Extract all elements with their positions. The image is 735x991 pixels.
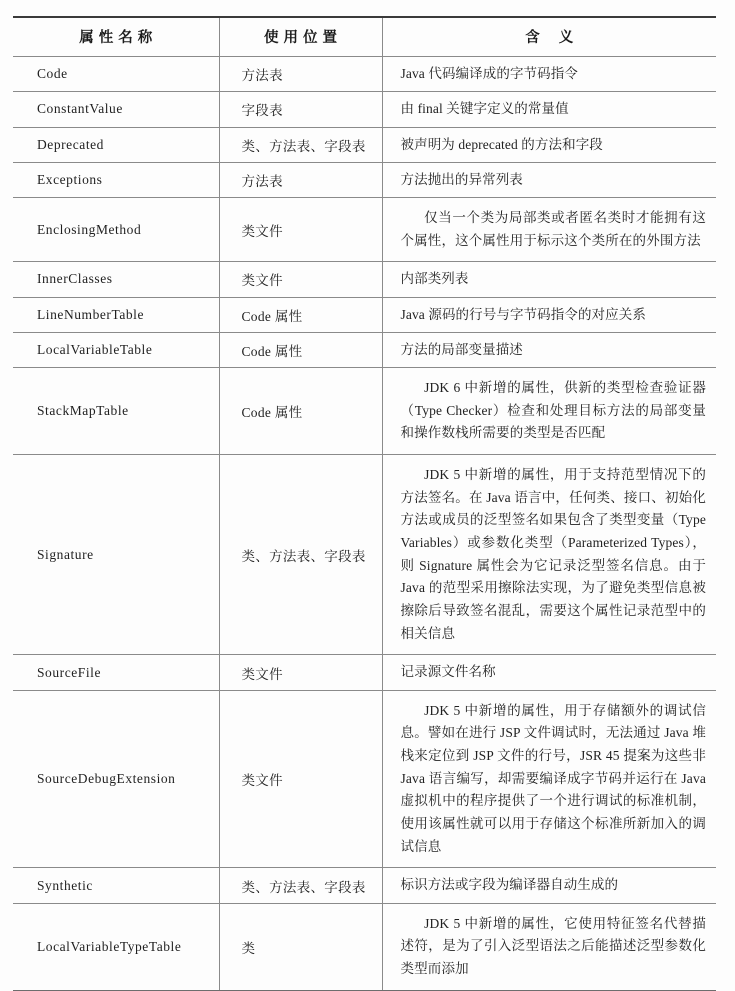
cell-attribute-name: Signature: [13, 455, 219, 655]
cell-meaning: [382, 162, 716, 197]
table-header: [13, 17, 716, 57]
cell-usage-location: 类、方法表、字段表: [219, 868, 382, 903]
header-meaning: [382, 17, 716, 57]
table-row: [13, 690, 716, 868]
cell-attribute-name: LineNumberTable: [13, 297, 219, 332]
meaning-text: 由 final 关键字定义的常量值: [400, 101, 569, 117]
cell-meaning: [382, 262, 716, 297]
meaning-text: JDK 6 中新增的属性，供新的类型检查验证器（Type Checker）检查和处理目标方法的局部变量和操作数栈所需要的类型是否匹配: [400, 380, 706, 441]
cell-meaning: [382, 57, 716, 92]
cell-attribute-name: Synthetic: [13, 868, 219, 903]
cell-meaning: [382, 332, 716, 367]
meaning-text: 被声明为 deprecated 的方法和字段: [400, 136, 603, 152]
cell-usage-location: 类: [219, 903, 382, 990]
table-row: [13, 655, 716, 690]
table-row: [13, 162, 716, 197]
cell-usage-location: 类文件: [219, 655, 382, 690]
cell-meaning: [382, 127, 716, 162]
cell-attribute-name: InnerClasses: [13, 262, 219, 297]
table-row: [13, 368, 716, 455]
cell-attribute-name: StackMapTable: [13, 368, 219, 455]
cell-usage-location: 类、方法表、字段表: [219, 127, 382, 162]
table-row: [13, 262, 716, 297]
cell-usage-location: Code 属性: [219, 297, 382, 332]
table-body: [13, 57, 716, 991]
cell-meaning: [382, 655, 716, 690]
cell-meaning: [382, 455, 716, 655]
table-row: [13, 198, 716, 262]
java-attributes-table: [13, 16, 716, 991]
cell-usage-location: 字段表: [219, 92, 382, 127]
table-row: [13, 332, 716, 367]
cell-usage-location: 类、方法表、字段表: [219, 455, 382, 655]
header-usage-location: 使用位置: [219, 17, 382, 57]
header-attribute-name: 属性名称: [13, 17, 219, 57]
table-row: [13, 903, 716, 990]
meaning-text: JDK 5 中新增的属性，用于支持范型情况下的方法签名。在 Java 语言中，任何类、接口、初始化方法或成员的泛型签名如果包含了类型变量（Type Variables）或参数化类型（Parameterized Types），则 Signature 属性会为它记录泛型签名信息。由于 Java 的范型采用擦除法实现，为了避免类型信息被擦除后导致签名混乱，需要这个属性记录范型中的相关信息: [400, 467, 706, 641]
cell-meaning: [382, 198, 716, 262]
table-row: [13, 127, 716, 162]
cell-attribute-name: SourceDebugExtension: [13, 690, 219, 868]
attribute-table-container: [13, 16, 716, 991]
header-meaning-char-1: 含: [525, 30, 545, 46]
meaning-text: JDK 5 中新增的属性，它使用特征签名代替描述符，是为了引入泛型语法之后能描述泛型参数化类型而添加: [400, 915, 706, 977]
header-meaning-char-2: 义: [558, 30, 579, 46]
meaning-text: 方法抛出的异常列表: [400, 171, 523, 187]
meaning-text: 标识方法或字段为编译器自动生成的: [400, 877, 619, 893]
cell-usage-location: 方法表: [219, 57, 382, 92]
cell-attribute-name: LocalVariableTypeTable: [13, 903, 219, 990]
table-row: [13, 297, 716, 332]
cell-attribute-name: Deprecated: [13, 127, 219, 162]
cell-meaning: [382, 368, 716, 455]
cell-attribute-name: Code: [13, 57, 219, 92]
meaning-text: Java 代码编译成的字节码指令: [400, 66, 578, 81]
cell-meaning: [382, 92, 716, 127]
cell-usage-location: 方法表: [219, 162, 382, 197]
table-row: [13, 455, 716, 655]
table-header-row: [13, 17, 716, 57]
cell-usage-location: 类文件: [219, 198, 382, 262]
cell-attribute-name: Exceptions: [13, 162, 219, 197]
cell-meaning: [382, 903, 716, 990]
cell-usage-location: Code 属性: [219, 368, 382, 455]
cell-meaning: [382, 690, 716, 868]
meaning-text: 内部类列表: [400, 271, 469, 287]
cell-attribute-name: SourceFile: [13, 655, 219, 690]
cell-meaning: [382, 297, 716, 332]
meaning-text: 记录源文件名称: [400, 664, 496, 680]
cell-meaning: [382, 868, 716, 903]
table-row: [13, 92, 716, 127]
cell-usage-location: 类文件: [219, 690, 382, 868]
cell-attribute-name: LocalVariableTable: [13, 332, 219, 367]
meaning-text: Java 源码的行号与字节码指令的对应关系: [400, 306, 646, 322]
cell-usage-location: Code 属性: [219, 332, 382, 367]
cell-attribute-name: EnclosingMethod: [13, 198, 219, 262]
meaning-text: JDK 5 中新增的属性，用于存储额外的调试信息。譬如在进行 JSP 文件调试时，无法通过 Java 堆栈来定位到 JSP 文件的行号，JSR 45 提案为这些非 Java 语言编写，却需要编译成字节码并运行在 Java 虚拟机中的程序提供了一个进行调试的标准机制，使用该属性就可以用于存储这个标准所新加入的调试信息: [400, 702, 706, 854]
cell-usage-location: 类文件: [219, 262, 382, 297]
table-row: [13, 868, 716, 903]
cell-attribute-name: ConstantValue: [13, 92, 219, 127]
table-row: [13, 57, 716, 92]
meaning-text: 方法的局部变量描述: [400, 341, 523, 357]
meaning-text: 仅当一个类为局部类或者匿名类时才能拥有这个属性，这个属性用于标示这个类所在的外围方法: [400, 210, 706, 248]
